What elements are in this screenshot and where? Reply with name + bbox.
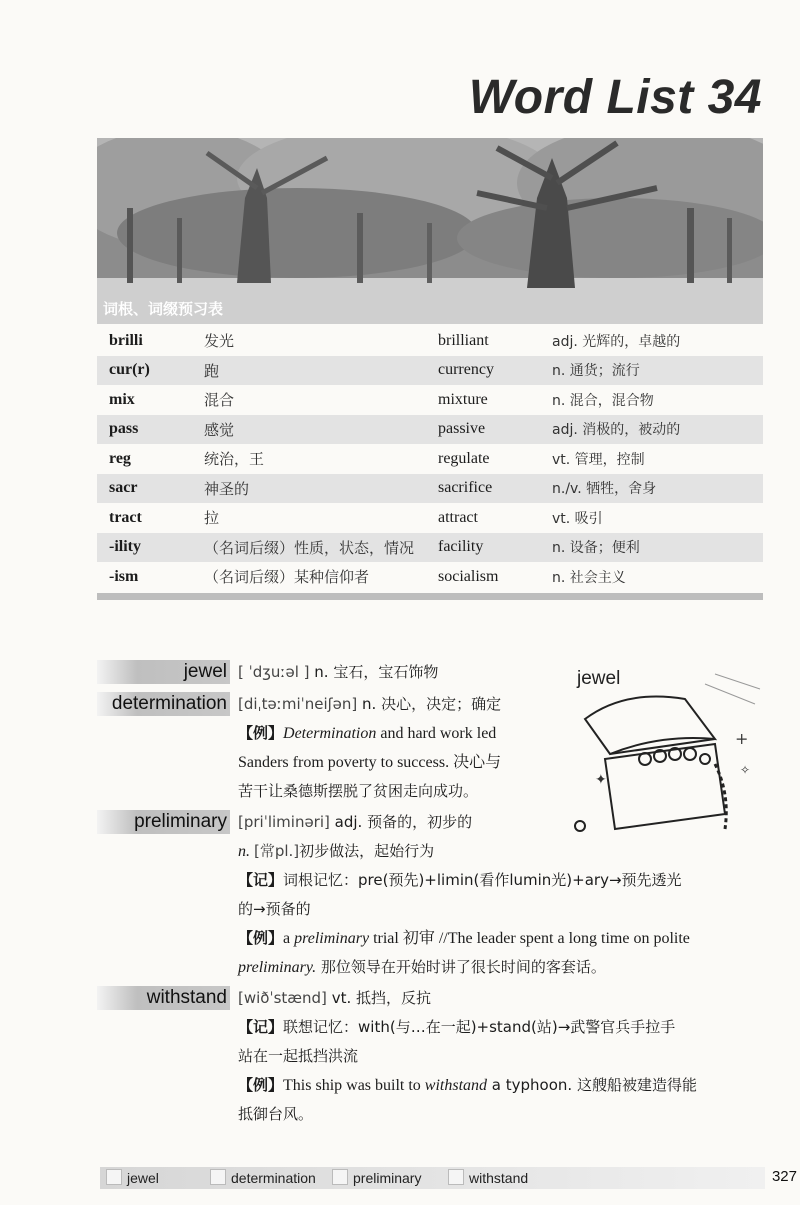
checkbox-icon: [210, 1169, 226, 1185]
phonetic: [priˈliminəri]: [238, 813, 330, 831]
example-word-cell: mixture: [438, 390, 488, 408]
memory-text: 词根记忆：pre(预先)+limin(看作lumin光)+ary→预先透光: [283, 871, 682, 889]
root-cell: sacr: [97, 474, 204, 504]
root-cell: pass: [97, 415, 204, 445]
table-row: [97, 474, 763, 504]
footer-word-preliminary: [332, 1167, 421, 1189]
checkbox-icon: [448, 1169, 464, 1185]
table-bottom-rule: [97, 593, 763, 600]
example-tag: 【例】: [238, 724, 284, 742]
headword-determination: determination: [97, 692, 230, 716]
footer-bar: [100, 1167, 765, 1189]
memory-text: 联想记忆：with(与…在一起)+stand(站)→武警官兵手拉手: [283, 1018, 676, 1036]
meaning-cell: 拉: [204, 509, 220, 528]
memory-line: [238, 869, 682, 891]
svg-text:✦: ✦: [595, 772, 607, 788]
meaning-cell: （名词后缀）性质，状态，情况: [204, 533, 438, 563]
definition-cell: n. 社会主义: [552, 569, 626, 586]
headword-jewel: jewel: [97, 660, 230, 684]
entry-line-preliminary: [238, 811, 472, 833]
part-of-speech: n.: [238, 843, 254, 860]
example-word-cell: facility: [438, 533, 552, 563]
root-cell: tract: [109, 508, 142, 526]
definition-cell: vt. 管理，控制: [552, 451, 645, 468]
footer-word-label: preliminary: [353, 1170, 422, 1186]
svg-text:✧: ✧: [740, 763, 751, 777]
definition-cell: n. 混合，混合物: [552, 392, 654, 409]
example-tag: 【例】: [238, 929, 284, 947]
treasure-chest-illustration: [565, 664, 765, 844]
example-word-cell: socialism: [438, 567, 499, 585]
footer-word-label: determination: [231, 1170, 316, 1186]
meaning-cell: 发光: [204, 332, 235, 351]
page-title: Word List 34: [468, 71, 762, 124]
example-keyword: preliminary.: [238, 959, 317, 976]
banner-photo: [97, 138, 763, 324]
meaning-cell: （名词后缀）某种信仰者: [204, 568, 370, 587]
definition: vt. 抵挡，反抗: [331, 989, 431, 1007]
phonetic: [wiðˈstænd]: [238, 989, 327, 1007]
definition-cell: n./v. 牺牲，舍身: [552, 474, 763, 504]
example-line: [238, 780, 478, 802]
memory-text: 站在一起抵挡洪流: [238, 1047, 359, 1065]
svg-text:+: +: [735, 729, 749, 748]
example-line: [238, 927, 690, 950]
checkbox-icon: [106, 1169, 122, 1185]
example-text: Sanders from poverty to success. 决心与: [238, 754, 502, 771]
example-line: [238, 722, 496, 745]
meaning-cell: 统治，王: [204, 450, 265, 469]
meaning-cell: 跑: [204, 356, 438, 386]
memory-line: [238, 898, 311, 920]
example-text: This ship was built to: [283, 1077, 425, 1094]
table-row: [97, 503, 763, 533]
example-text: trial 初审 //The leader spent a long time on polite: [369, 930, 690, 947]
example-word-cell: regulate: [438, 449, 490, 467]
table-row: [97, 562, 763, 592]
definition-cell: n. 设备；便利: [552, 533, 763, 563]
entry-line-jewel: [238, 661, 438, 683]
headword-preliminary: preliminary: [97, 810, 230, 834]
memory-line: [238, 1016, 675, 1038]
checkbox-icon: [332, 1169, 348, 1185]
table-row: [97, 533, 763, 563]
roots-table-heading: 词根、词缀预习表: [103, 300, 224, 318]
definition: adj. 预备的，初步的: [334, 813, 473, 831]
definition: n. 宝石，宝石饰物: [314, 663, 439, 681]
table-row: [97, 385, 763, 415]
entry-line-withstand: [238, 987, 431, 1009]
root-cell: mix: [109, 390, 135, 408]
example-word-cell: currency: [438, 356, 552, 386]
footer-word-label: jewel: [127, 1170, 159, 1186]
headword-withstand: withstand: [97, 986, 230, 1010]
table-row: [97, 356, 763, 386]
example-line: [238, 751, 501, 774]
meaning-cell: 混合: [204, 391, 235, 410]
definition: 初步做法，起始行为: [299, 842, 435, 860]
footer-word-jewel: [106, 1167, 159, 1189]
usage-note: [常pl.]: [254, 842, 300, 860]
root-cell: brilli: [109, 331, 143, 349]
example-translation: 苦干让桑德斯摆脱了贫困走向成功。: [238, 782, 479, 800]
example-keyword: Determination: [283, 725, 377, 742]
definition: n. 决心，决定；确定: [362, 695, 502, 713]
example-text: and hard work led: [376, 725, 497, 742]
footer-word-label: withstand: [469, 1170, 529, 1186]
meaning-cell: 感觉: [204, 415, 438, 445]
example-translation: 抵御台风。: [238, 1105, 314, 1123]
root-cell: reg: [109, 449, 131, 467]
illustration-label: jewel: [577, 668, 621, 689]
example-line: [238, 1103, 313, 1125]
memory-tag: 【记】: [238, 871, 284, 889]
table-row: [97, 444, 763, 474]
example-word-cell: sacrifice: [438, 474, 552, 504]
root-cell: -ism: [109, 567, 139, 585]
table-row: [97, 415, 763, 445]
definition-line: [238, 840, 434, 863]
roots-affixes-table: [97, 326, 763, 592]
page-footer: [100, 1165, 800, 1193]
meaning-cell: 神圣的: [204, 474, 438, 504]
example-text: a: [283, 930, 295, 947]
definition-cell: adj. 消极的，被动的: [552, 415, 763, 445]
example-tag: 【例】: [238, 1076, 284, 1094]
example-line: [238, 956, 606, 979]
example-translation: a typhoon. 这艘船被建造得能: [487, 1076, 697, 1094]
definition-cell: vt. 吸引: [552, 510, 603, 527]
example-word-cell: brilliant: [438, 331, 489, 349]
memory-line: [238, 1045, 358, 1067]
phonetic: [ ˈdʒuːəl ]: [238, 663, 310, 681]
root-cell: cur(r): [97, 356, 204, 386]
example-keyword: preliminary: [294, 930, 370, 947]
root-cell: -ility: [97, 533, 204, 563]
phonetic: [diˌtəːmiˈneiʃən]: [238, 695, 358, 713]
example-word-cell: attract: [438, 508, 478, 526]
page-number: 327: [771, 1168, 797, 1185]
entry-line-determination: [238, 693, 501, 715]
memory-tag: 【记】: [238, 1018, 284, 1036]
example-line: [238, 1074, 697, 1097]
definition-cell: n. 通货；流行: [552, 356, 763, 386]
table-row: [97, 326, 763, 356]
footer-word-determination: [210, 1167, 316, 1189]
footer-word-withstand: [448, 1167, 528, 1189]
example-word-cell: passive: [438, 415, 552, 445]
example-translation: 那位领导在开始时讲了很长时间的客套话。: [316, 958, 606, 976]
definition-cell: adj. 光辉的，卓越的: [552, 333, 681, 350]
memory-text: 的→预备的: [238, 900, 311, 918]
example-keyword: withstand: [424, 1077, 488, 1094]
